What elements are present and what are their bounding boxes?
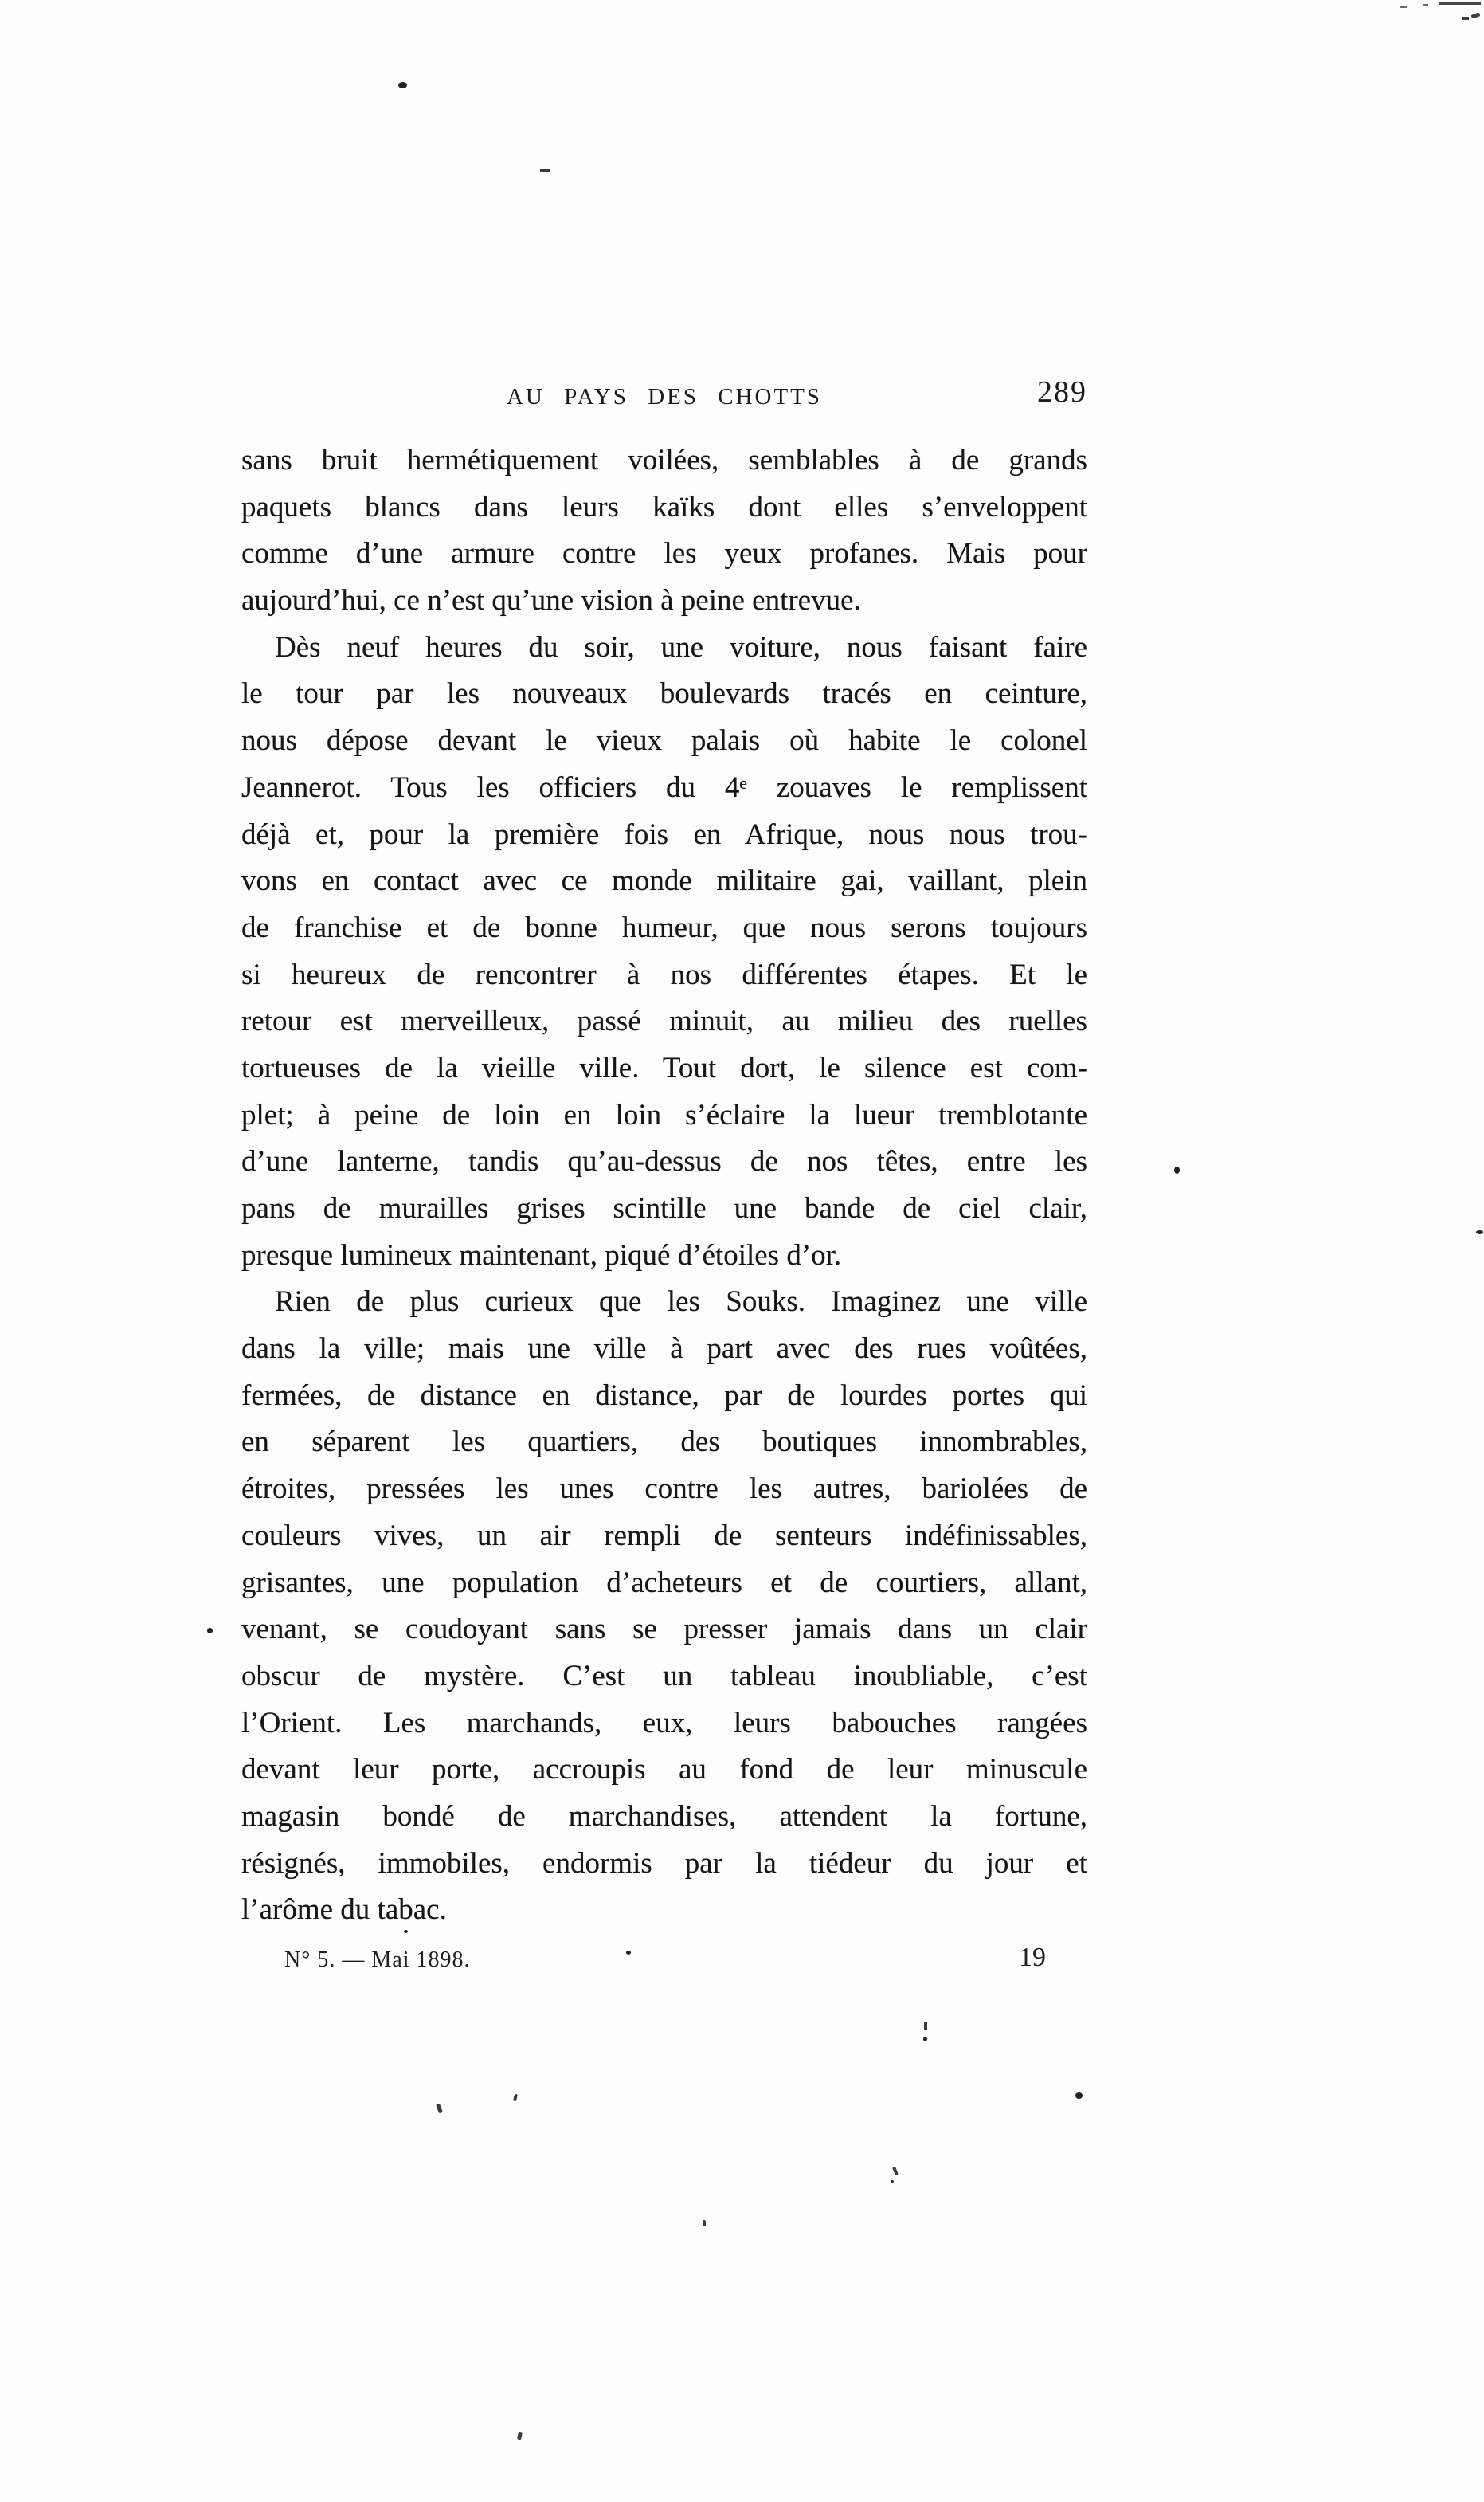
page-header	[241, 375, 1087, 414]
text-line: résignés, immobiles, endormis par la tiédeur du jour et	[241, 1846, 1087, 1880]
signature-number: 19	[1019, 1943, 1046, 1972]
text-line: couleurs vives, un air rempli de senteurs indéfinissables,	[241, 1519, 1087, 1552]
page-footer	[241, 1943, 1087, 1982]
text-line: paquets blancs dans leurs kaïks dont elles s’enveloppent	[241, 490, 1087, 524]
text-line: d’une lanterne, tandis qu’au-dessus de nos têtes, entre les	[241, 1145, 1087, 1178]
text-line: Jeannerot. Tous les officiers du 4ᵉ zouaves le remplissent	[241, 771, 1087, 804]
scan-speck	[924, 2022, 927, 2030]
text-line: Dès neuf heures du soir, une voiture, nous faisant faire	[275, 630, 1087, 664]
corner-dash-mark	[1423, 4, 1428, 6]
text-line: obscur de mystère. C’est un tableau inoubliable, c’est	[241, 1659, 1087, 1692]
text-line: l’Orient. Les marchands, eux, leurs babouches rangées	[241, 1706, 1087, 1739]
running-title: AU PAYS DES CHOTTS	[506, 384, 823, 410]
text-line: comme d’une armure contre les yeux profanes. Mais pour	[241, 537, 1087, 571]
scan-speck	[398, 82, 407, 88]
text-line: plet; à peine de loin en loin s’éclaire la lueur tremblotante	[241, 1098, 1087, 1131]
scan-speck	[513, 2094, 518, 2102]
text-line: si heureux de rencontrer à nos différentes étapes. Et le	[241, 958, 1087, 991]
scan-speck	[626, 1951, 631, 1955]
text-line: l’arôme du tabac.	[241, 1893, 447, 1927]
text-line: venant, se coudoyant sans se presser jamais dans un clair	[241, 1613, 1087, 1646]
text-line: déjà et, pour la première fois en Afrique, nous nous trou-	[241, 818, 1087, 851]
body-text	[241, 437, 1087, 1934]
scan-speck	[207, 1628, 213, 1633]
corner-rule-mark	[1439, 2, 1481, 5]
text-line: étroites, pressées les unes contre les autres, bariolées de	[241, 1473, 1087, 1506]
text-line: en séparent les quartiers, des boutiques innombrables,	[241, 1426, 1087, 1459]
scan-speck	[703, 2220, 706, 2226]
text-line: nous dépose devant le vieux palais où habite le colonel	[241, 724, 1087, 758]
scan-speck	[540, 169, 550, 172]
scan-speck	[1075, 2092, 1083, 2099]
scan-speck	[436, 2104, 443, 2114]
corner-dash-mark	[1400, 6, 1407, 8]
scan-speck	[1476, 1230, 1483, 1234]
text-line: le tour par les nouveaux boulevards tracés en ceinture,	[241, 677, 1087, 711]
corner-squiggle-mark	[1470, 12, 1480, 18]
text-line: retour est merveilleux, passé minuit, au milieu des ruelles	[241, 1005, 1087, 1038]
page-number: 289	[1037, 375, 1087, 409]
text-line: aujourd’hui, ce n’est qu’une vision à peine entrevue.	[241, 584, 861, 618]
text-line: devant leur porte, accroupis au fond de leur minuscule	[241, 1753, 1087, 1786]
text-line: Rien de plus curieux que les Souks. Imaginez une ville	[275, 1285, 1087, 1319]
scan-speck	[404, 1930, 408, 1933]
corner-squiggle-mark	[1462, 17, 1469, 20]
text-line: pans de murailles grises scintille une bande de ciel clair,	[241, 1192, 1087, 1225]
text-line: dans la ville; mais une ville à part avec des rues voûtées,	[241, 1332, 1087, 1366]
scan-speck	[923, 2037, 927, 2041]
issue-label: N° 5. — Mai 1898.	[284, 1947, 471, 1972]
scan-speck	[517, 2432, 523, 2441]
text-line: presque lumineux maintenant, piqué d’étoiles d’or.	[241, 1238, 842, 1272]
text-line: vons en contact avec ce monde militaire gai, vaillant, plein	[241, 865, 1087, 898]
text-line: magasin bondé de marchandises, attendent la fortune,	[241, 1799, 1087, 1833]
text-line: grisantes, une population d’acheteurs et de courtiers, allant,	[241, 1566, 1087, 1599]
scan-speck	[1174, 1167, 1180, 1174]
text-line: sans bruit hermétiquement voilées, semblables à de grands	[241, 444, 1087, 476]
scan-speck	[892, 2167, 899, 2176]
text-line: tortueuses de la vieille ville. Tout dort, le silence est com-	[241, 1051, 1087, 1084]
text-line: fermées, de distance en distance, par de lourdes portes qui	[241, 1378, 1087, 1412]
scan-speck	[891, 2180, 894, 2183]
text-line: de franchise et de bonne humeur, que nous serons toujours	[241, 911, 1087, 944]
